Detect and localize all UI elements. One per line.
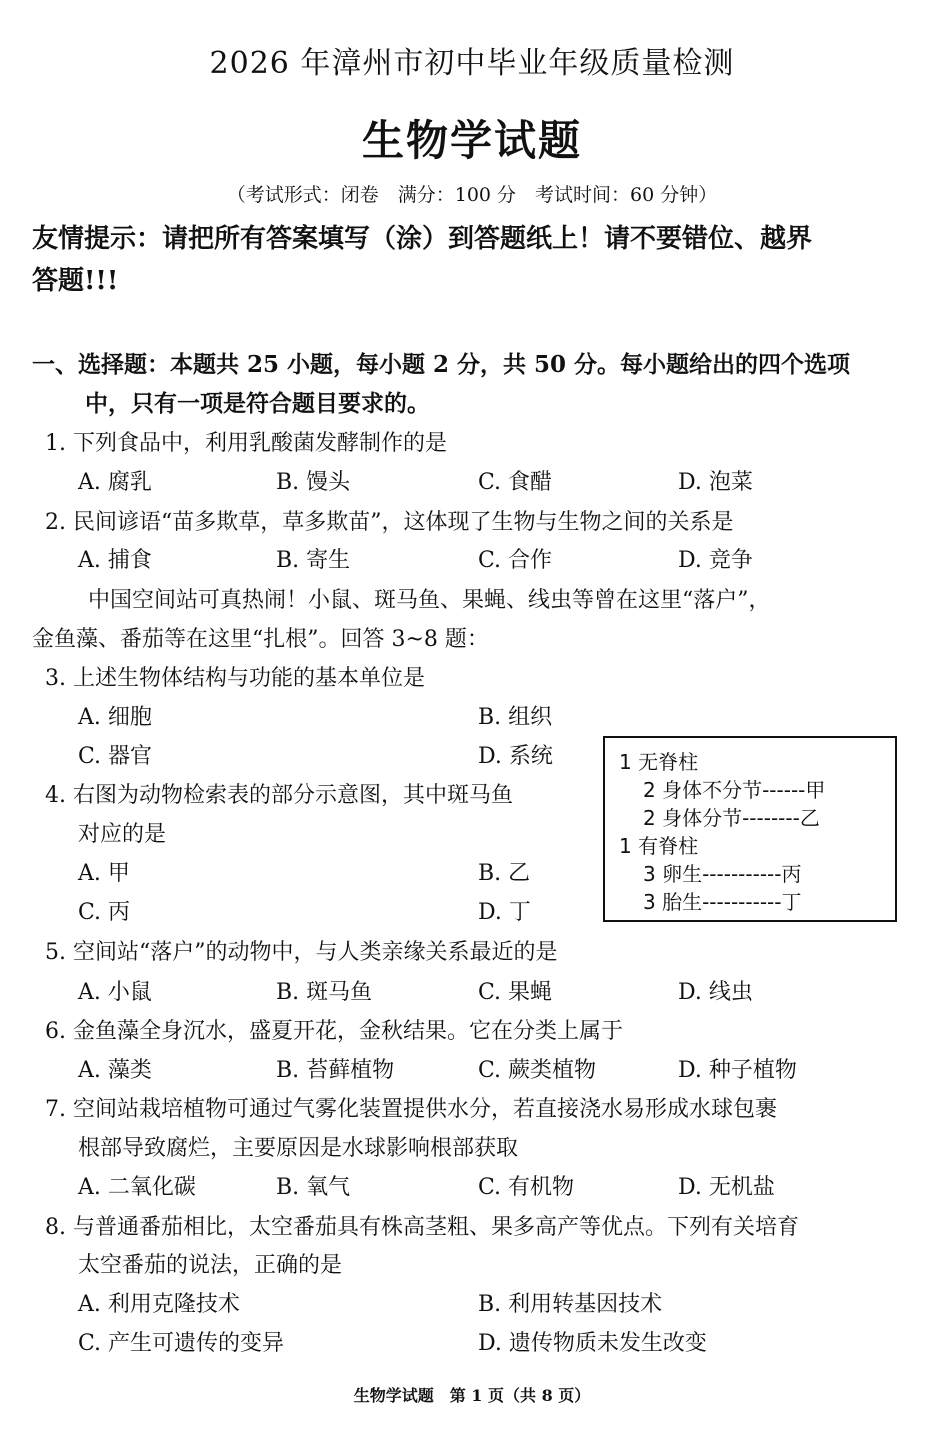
question-text: 与普通番茄相比，太空番茄具有株高茎粗、果多高产等优点。下列有关培育	[73, 1215, 800, 1240]
key-line-2: 2 身体不分节------甲	[643, 778, 826, 802]
key-line-5: 3 卵生-----------丙	[643, 862, 802, 886]
question-6	[45, 1014, 623, 1045]
q6-option-c: C. 蕨类植物	[478, 1058, 597, 1083]
tip-line-1: 友情提示：请把所有答案填写（涂）到答题纸上！请不要错位、越界	[32, 224, 813, 254]
q3-option-b: B. 组织	[478, 705, 553, 730]
q1-option-b: B. 馒头	[276, 470, 351, 495]
key-line-3: 2 身体分节--------乙	[643, 806, 820, 830]
q5-option-c: C. 果蝇	[478, 980, 553, 1005]
q6-option-d: D. 种子植物	[678, 1058, 797, 1083]
q2-option-c: C. 合作	[478, 548, 553, 573]
key-line-1: 1 无脊柱	[619, 750, 699, 774]
question-number: 4.	[45, 783, 66, 808]
question-text: 民间谚语“苗多欺草，草多欺苗”，这体现了生物与生物之间的关系是	[73, 510, 734, 535]
q3-option-d: D. 系统	[478, 744, 553, 769]
q4-option-b: B. 乙	[478, 861, 531, 886]
q7-option-a: A. 二氧化碳	[78, 1175, 196, 1200]
q8-option-d: D. 遗传物质未发生改变	[478, 1331, 707, 1356]
q7-option-b: B. 氧气	[276, 1175, 351, 1200]
q5-option-a: A. 小鼠	[78, 980, 152, 1005]
section-heading-cont: 中，只有一项是符合题目要求的。	[85, 390, 430, 417]
question-4-cont: 对应的是	[78, 822, 167, 847]
page-footer: 生物学试题 第 1 页（共 8 页）	[353, 1386, 591, 1405]
q8-option-a: A. 利用克隆技术	[78, 1292, 240, 1317]
question-number: 2.	[45, 510, 66, 535]
q2-option-d: D. 竞争	[678, 548, 753, 573]
animal-key-table	[603, 736, 897, 922]
question-text: 右图为动物检索表的部分示意图，其中斑马鱼	[73, 783, 514, 808]
question-text: 空间站“落户”的动物中，与人类亲缘关系最近的是	[73, 940, 558, 965]
q7-option-c: C. 有机物	[478, 1175, 575, 1200]
question-number: 3.	[45, 666, 66, 691]
question-8-cont: 太空番茄的说法，正确的是	[78, 1253, 343, 1278]
question-1	[45, 426, 447, 457]
q2-option-a: A. 捕食	[78, 548, 152, 573]
question-text: 空间站栽培植物可通过气雾化装置提供水分，若直接浇水易形成水球包裹	[73, 1097, 778, 1122]
q7-option-d: D. 无机盐	[678, 1175, 775, 1200]
tip-line-2: 答题!!!	[32, 266, 119, 296]
q3-option-c: C. 器官	[78, 744, 153, 769]
q6-option-b: B. 苔藓植物	[276, 1058, 395, 1083]
question-7-cont: 根部导致腐烂，主要原因是水球影响根部获取	[78, 1136, 519, 1161]
question-4	[45, 778, 513, 809]
question-7	[45, 1092, 777, 1123]
passage-line-2: 金鱼藻、番茄等在这里“扎根”。回答 3~8 题：	[32, 627, 489, 652]
question-5	[45, 935, 558, 966]
q1-option-c: C. 食醋	[478, 470, 553, 495]
q8-option-c: C. 产生可遗传的变异	[78, 1331, 285, 1356]
subject-title: 生物学试题	[361, 116, 582, 165]
q4-option-d: D. 丁	[478, 900, 531, 925]
question-number: 5.	[45, 940, 66, 965]
exam-name: 2026 年漳州市初中毕业年级质量检测	[209, 46, 735, 81]
q5-option-b: B. 斑马鱼	[276, 980, 373, 1005]
q4-option-c: C. 丙	[78, 900, 131, 925]
q1-option-a: A. 腐乳	[78, 470, 152, 495]
q3-option-a: A. 细胞	[78, 705, 152, 730]
question-number: 8.	[45, 1215, 66, 1240]
q8-option-b: B. 利用转基因技术	[478, 1292, 663, 1317]
key-line-6: 3 胎生-----------丁	[643, 890, 802, 914]
question-text: 上述生物体结构与功能的基本单位是	[73, 666, 426, 691]
question-number: 7.	[45, 1097, 66, 1122]
question-3	[45, 661, 425, 692]
question-2	[45, 505, 734, 536]
question-text: 金鱼藻全身沉水，盛夏开花，金秋结果。它在分类上属于	[73, 1019, 624, 1044]
question-text: 下列食品中，利用乳酸菌发酵制作的是	[73, 431, 448, 456]
question-number: 6.	[45, 1019, 66, 1044]
q2-option-b: B. 寄生	[276, 548, 351, 573]
q1-option-d: D. 泡菜	[678, 470, 753, 495]
key-line-4: 1 有脊柱	[619, 834, 699, 858]
exam-info: （考试形式：闭卷 满分：100 分 考试时间：60 分钟）	[226, 184, 718, 206]
question-8	[45, 1210, 799, 1241]
question-number: 1.	[45, 431, 66, 456]
q6-option-a: A. 藻类	[78, 1058, 152, 1083]
q5-option-d: D. 线虫	[678, 980, 753, 1005]
passage-line-1: 中国空间站可真热闹！小鼠、斑马鱼、果蝇、线虫等曾在这里“落户”，	[88, 588, 771, 613]
q4-option-a: A. 甲	[78, 861, 130, 886]
section-heading: 一、选择题：本题共 25 小题，每小题 2 分，共 50 分。每小题给出的四个选项	[32, 351, 851, 378]
